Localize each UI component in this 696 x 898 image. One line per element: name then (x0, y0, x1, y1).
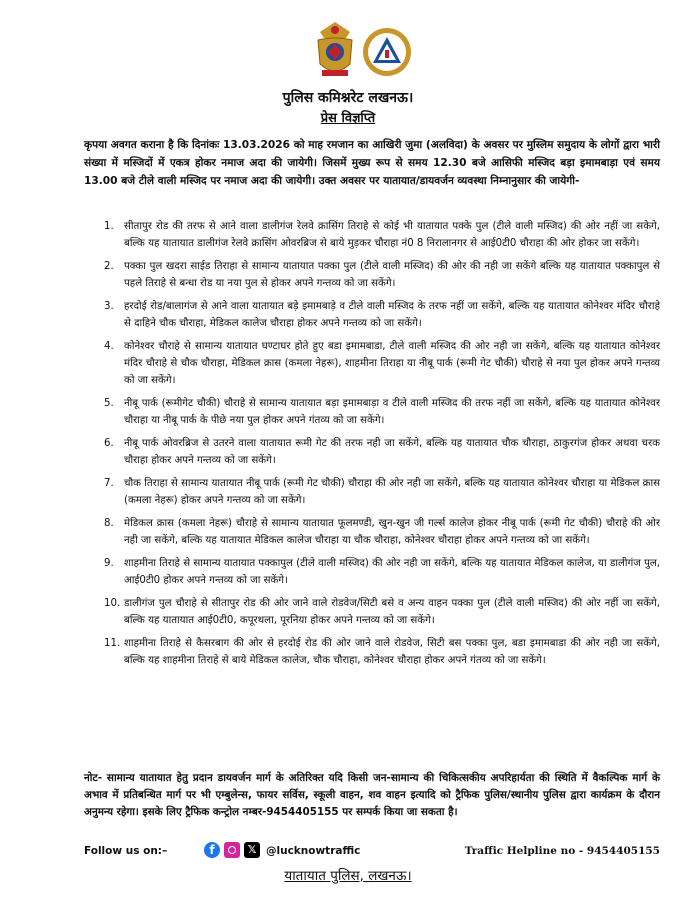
facebook-icon[interactable]: f (204, 842, 220, 858)
item-text: कोनेश्वर चौराहे से सामान्य यातायात घण्टाघर होते हुए बडा इमामबाडा, टीले वाली मस्जिद की ओर नही जा सकेंगे, बल्कि यह यातायात कोनेश्वर मंदिर चौराहे से चौक चौराहा, मेडिकल क्रास (कमला नेहरू), शाहमीना तिराहा या नीबू पार्क (रूमी गेट चौकी) चौराहे से नया पुल होकर अपने गन्तव्य को जा सकेंगे। (124, 341, 660, 386)
item-number: 2. (104, 261, 114, 272)
list-item (84, 338, 660, 389)
item-number: 10. (104, 598, 121, 609)
footer (84, 842, 660, 862)
item-number: 9. (104, 558, 114, 569)
list-item (84, 475, 660, 509)
item-text: नीबू पार्क ओवरब्रिज से उतरने वाला यातायात रूमी गेट की तरफ नही जा सकेंगे, बल्कि यह यातायात चौक चौराहा, ठाकुरगंज होकर अथवा चरक चौराहा होकर अपने गन्तव्य को जा सकेंगे। (124, 438, 660, 466)
list-item (84, 298, 660, 332)
list-item (84, 218, 660, 252)
list-item (84, 595, 660, 629)
item-number: 1. (104, 221, 114, 232)
list-item (84, 635, 660, 669)
organization-title: पुलिस कमिश्नरेट लखनऊ। (282, 90, 414, 106)
intro-paragraph: कृपया अवगत कराना है कि दिनांकः 13.03.2026 को माह रमजान का आखिरी जुमा (अलविदा) के अवसर पर मुस्लिम समुदाय के लोगों द्वारा भारी संख्या में मस्जिदों में एकत्र होकर नमाज अदा की जायेगी। जिसमें मुख्य रूप से समय 12.30 बजे आसिफी मस्जिद बड़ा इमामबाड़ा एवं समय 13.00 बजे टीले वाली मस्जिद पर नमाज अदा की जायेगी। उक्त अवसर पर यातायात/डायवर्जन व्यवस्था निम्नानुसार की जायेगी- (84, 139, 660, 187)
item-number: 3. (104, 301, 114, 312)
press-release-title (0, 108, 696, 126)
item-text: मेडिकल क्रास (कमला नेहरू) चौराहे से सामान्य यातायात फूलमण्डी, खुन-खुन जी गर्ल्स कालेज होकर नीबू पार्क (रूमी गेट चौकी) चौराहे की ओर नही जा सकेंगे, बल्कि यह यातायात मेडिकल कालेज चौराहा या चौक चौराहा, कोनेश्वर चौराहा होकर अपने गन्तव्य को जा सकेंगे। (124, 518, 660, 546)
item-text: डालीगंज पुल चौराहे से सीतापुर रोड की ओर जाने वाले रोडवेज/सिटी बसे व अन्य वाहन पक्का पुल (टीले वाली मस्जिद) की ओर नहीं जा सकेंगे, बल्कि यह यातायात आई0टी0, कपूरथला, पूरनिया होकर अपने गन्तव्य को जा सकेंगे। (124, 598, 660, 626)
header-logos (0, 20, 696, 84)
list-item (84, 515, 660, 549)
item-text: नीबू पार्क (रूमीगेट चौकी) चौराहे से सामान्य यातायात बड़ा इमामबाड़ा व टीले वाली मस्जिद की तरफ नहीं जा सकेंगे, बल्कि यह यातायात कोनेश्वर चौराहा या नीबू पार्क के पीछे नया पुल होकर अपने गंतव्य को जा सकेंगे। (124, 398, 660, 426)
list-item (84, 555, 660, 589)
item-number: 4. (104, 341, 114, 352)
item-text: शाहमीना तिराहे से कैसरबाग की ओर से हरदोई रोड की ओर जाने वाले रोडवेज, सिटी बस पक्का पुल, बडा इमामबाडा की ओर नही जा सकेंगे, बल्कि यह शाहमीना तिराहे से बाये मेडिकल कालेज, चौक चौराहा, कोनेश्वर चौराहा होकर अपने गंतव्य को जा सकेंगे। (124, 638, 660, 666)
item-number: 8. (104, 518, 114, 529)
item-text: पक्का पुल खदरा साईड तिराहा से सामान्य यातायात पक्का पुल (टीले वाली मस्जिद) की ओर की नही जा सकेंगे बल्कि यह यातायात पक्कापुल से पहले तिराहे से बन्धा रोड या नया पुल से होकर अपने गन्तव्य को जा सकेंगे। (124, 261, 660, 289)
press-release-title-text: प्रेस विज्ञप्ति (320, 111, 376, 126)
signature-block (0, 866, 696, 884)
list-item (84, 435, 660, 469)
social-handle[interactable]: @lucknowtraffic (266, 845, 361, 857)
item-text: शाहमीना तिराहे से सामान्य यातायात पक्कापुल (टीले वाली मस्जिद) की ओर नही जा सकेंगे, बल्कि यह यातायात मेडिकल कालेज, या डालीगंज पुल, आई0टी0 होकर अपने गन्तव्य को जा सकेंगे। (124, 558, 660, 586)
follow-us-label: Follow us on:– (84, 845, 168, 857)
item-number: 7. (104, 478, 114, 489)
list-item (84, 258, 660, 292)
item-text: चौक तिराहा से सामान्य यातायात नीबू पार्क (रूमी गेट चौकी) चौराहा की ओर नही जा सकेंगे, बल्कि यह यातायात कोनेश्वर चौराहा या मेडिकल क्रास (कमला नेहरू) होकर अपने गन्तव्य को जा सकेंगे। (124, 478, 660, 506)
signature-text: यातायात पुलिस, लखनऊ। (284, 868, 412, 884)
police-emblem-icon (312, 20, 358, 80)
note-paragraph: नोट- सामान्य यातायात हेतु प्रदान डायवर्जन मार्ग के अतिरिक्त यदि किसी जन-सामान्य की चिकित्सकीय अपरिहार्यता की स्थिति में वैकल्पिक मार्ग के अभाव में प्रतिबन्धित मार्ग पर भी एम्बुलेन्स, फायर सर्विस, स्कूली वाहन, शव वाहन इत्यादि को ट्रैफिक पुलिस/स्थानीय पुलिस द्वारा कार्यक्रम के दौरान अनुमन्य रहेगा। इसके लिए ट्रैफिक कन्ट्रोल नम्बर-9454405155 पर सम्पर्क किया जा सकता है। (84, 772, 660, 818)
diversion-list (84, 218, 660, 675)
item-number: 6. (104, 438, 114, 449)
triangle-logo-icon (363, 26, 411, 78)
list-item (84, 395, 660, 429)
item-text: हरदोई रोड/बालागंज से आने वाला यातायात बड़े इमामबाड़े व टीले वाली मस्जिद के तरफ नहीं जा सकेंगे, बल्कि यह यातायात कोनेश्वर मंदिर चौराहे से दाहिने चौक चौराहा, मेडिकल कालेज चौराहा होकर अपने गन्तव्य को जा सकेंगे। (124, 301, 660, 329)
instagram-icon[interactable] (224, 842, 240, 858)
item-number: 5. (104, 398, 114, 409)
item-number: 11. (104, 638, 121, 649)
traffic-helpline: Traffic Helpline no - 9454405155 (464, 845, 660, 857)
item-text: सीतापुर रोड की तरफ से आने वाला डालीगंज रेलवे क्रासिंग तिराहे से कोई भी यातायात पक्के पुल (टीले वाली मस्जिद) की ओर नहीं जा सकेगे, बल्कि यह यातायात डालीगंज रेलवे क्रासिंग ओवरब्रिज से बाये मुड़कर चौराहा नं0 8 निरालानगर से आई0टी0 चौराहा की ओर होकर जा सकेंगे। (124, 221, 660, 249)
x-icon[interactable]: 𝕏 (244, 842, 260, 858)
